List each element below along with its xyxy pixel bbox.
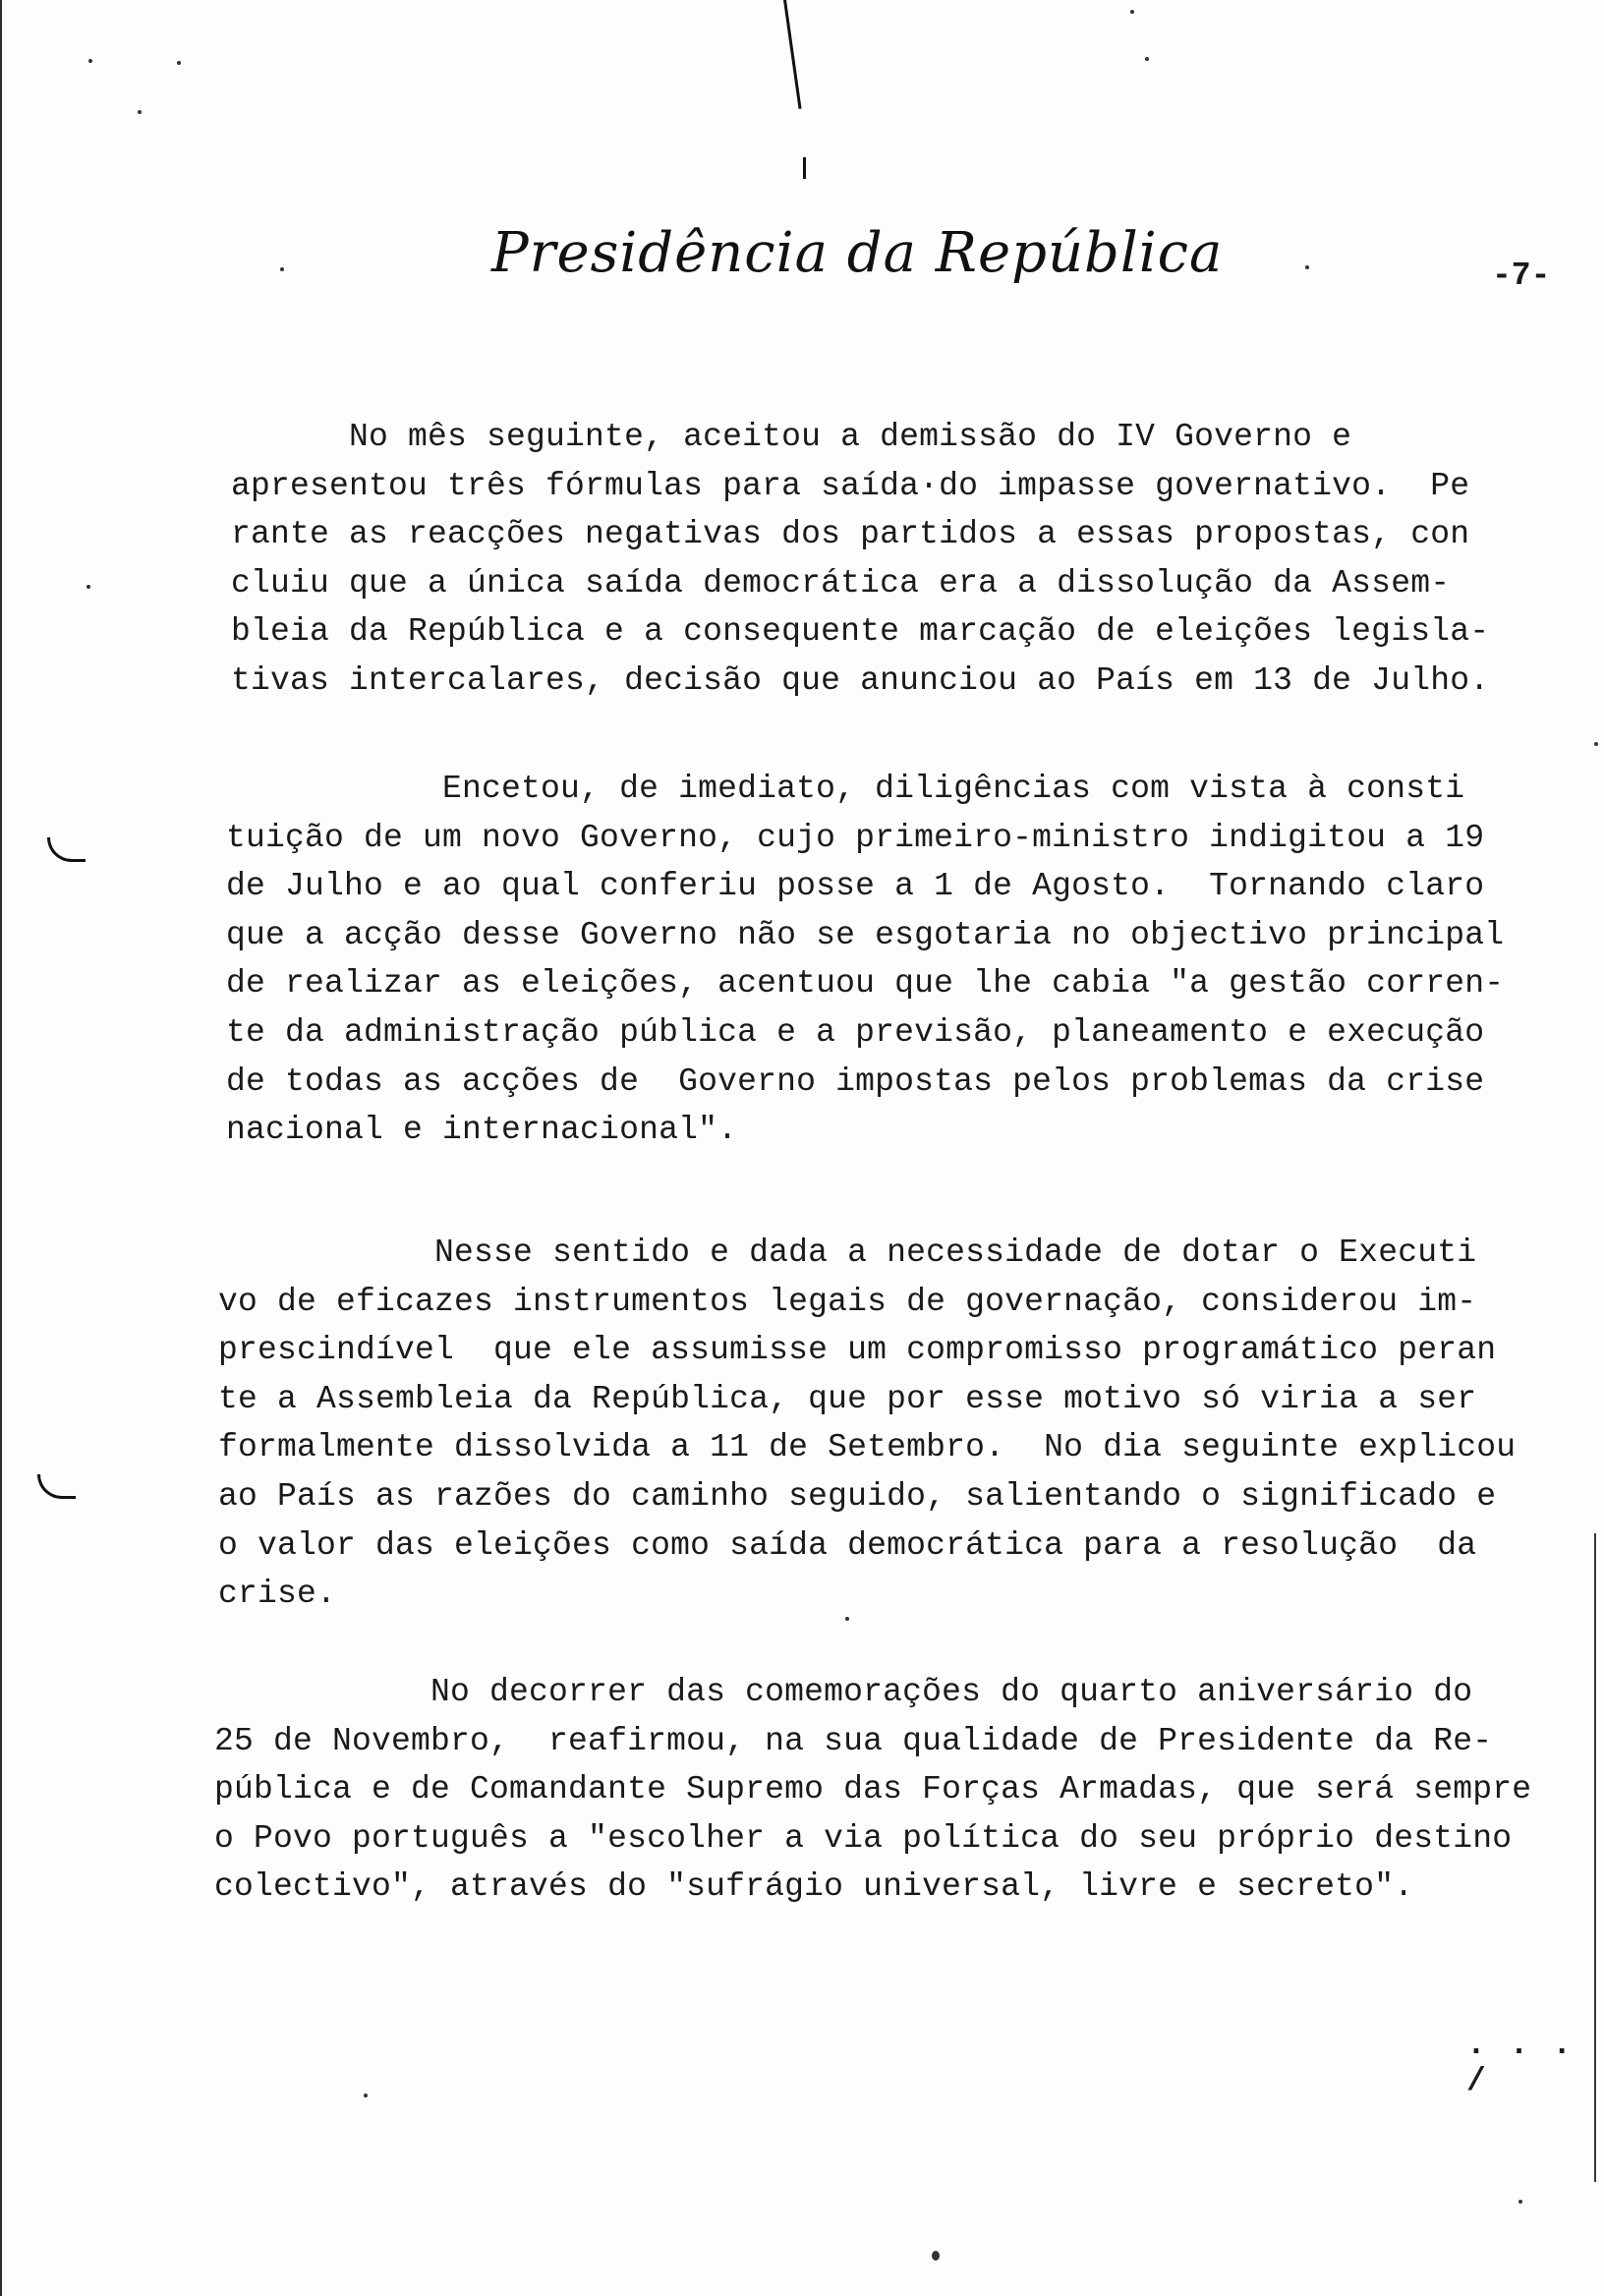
scan-speck (177, 61, 181, 65)
text-line: te a Assembleia da República, que por esse motivo só viria a ser (218, 1380, 1477, 1417)
text-line: o Povo português a "escolher a via política do seu próprio destino (214, 1819, 1513, 1857)
text-line: nacional e internacional". (226, 1112, 738, 1149)
text-line: crise. (218, 1576, 337, 1613)
scan-speck (1594, 742, 1598, 746)
text-line: te da administração pública e a previsão, planeamento e execução (226, 1013, 1485, 1051)
text-line: tivas intercalares, decisão que anunciou ao País em 13 de Julho. (231, 661, 1490, 699)
paragraph (218, 1229, 1565, 1619)
scan-speck (932, 2251, 940, 2261)
scan-speck (1305, 265, 1309, 269)
page-number: -7- (1492, 258, 1551, 294)
text-line: formalmente dissolvida a 11 de Setembro. No dia seguinte explicou (218, 1429, 1517, 1466)
scan-speck (1130, 10, 1134, 14)
text-line: No mês seguinte, aceitou a demissão do IV Governo e (231, 419, 1352, 455)
text-line: 25 de Novembro, reafirmou, na sua qualidade de Presidente da Re- (214, 1722, 1493, 1759)
text-line: pública e de Comandante Supremo das Forças Armadas, que será sempre (214, 1771, 1532, 1808)
scan-speck (138, 110, 142, 114)
text-line: vo de eficazes instrumentos legais de governação, considerou im- (218, 1283, 1477, 1320)
paragraph (226, 765, 1573, 1155)
text-line: prescindível que ele assumisse um compromisso programático peran (218, 1332, 1497, 1369)
text-line: cluiu que a única saída democrática era a dissolução da Assem- (231, 564, 1451, 602)
scan-mark-top (783, 0, 802, 109)
text-line: de Julho e ao qual conferiu posse a 1 de Agosto. Tornando claro (226, 868, 1485, 905)
paragraph (214, 1668, 1561, 1912)
letterhead-title: Presidência da República (491, 221, 1224, 285)
text-line: tuição de um novo Governo, cujo primeiro-ministro indigitou a 19 (226, 819, 1485, 856)
scan-speck (1145, 57, 1149, 61)
text-line: ao País as razões do caminho seguido, salientando o significado e (218, 1477, 1497, 1515)
text-line: de realizar as eleições, acentuou que lhe cabia "a gestão corren- (226, 965, 1505, 1003)
text-line: de todas as acções de Governo impostas pelos problemas da crise (226, 1062, 1485, 1100)
text-line: bleia da República e a consequente marcação de eleições legisla- (231, 613, 1490, 651)
scan-speck (88, 59, 92, 63)
binding-hole-mark (47, 837, 86, 862)
scan-speck (280, 267, 284, 271)
text-line: colectivo", através do "sufrágio universal, livre e secreto". (214, 1868, 1414, 1906)
scan-edge-left (0, 0, 2, 2296)
text-line: que a acção desse Governo não se esgotaria no objectivo principal (226, 916, 1505, 953)
scan-speck (364, 2094, 368, 2097)
text-line: Nesse sentido e dada a necessidade de dotar o Executi (218, 1234, 1477, 1271)
scan-tick-top (803, 157, 806, 179)
continuation-mark: . . . / (1466, 2027, 1575, 2099)
paragraph (231, 413, 1577, 706)
binding-hole-mark (37, 1474, 76, 1499)
text-line: o valor das eleições como saída democrática para a resolução da (218, 1526, 1477, 1564)
scan-speck (1518, 2200, 1522, 2204)
scan-speck (86, 585, 90, 589)
text-line: apresentou três fórmulas para saída·do impasse governativo. Pe (231, 467, 1470, 504)
text-line: No decorrer das comemorações do quarto aniversário do (214, 1674, 1473, 1710)
text-line: rante as reacções negativas dos partidos a essas propostas, con (231, 516, 1470, 553)
text-line: Encetou, de imediato, diligências com vista à consti (226, 771, 1465, 807)
